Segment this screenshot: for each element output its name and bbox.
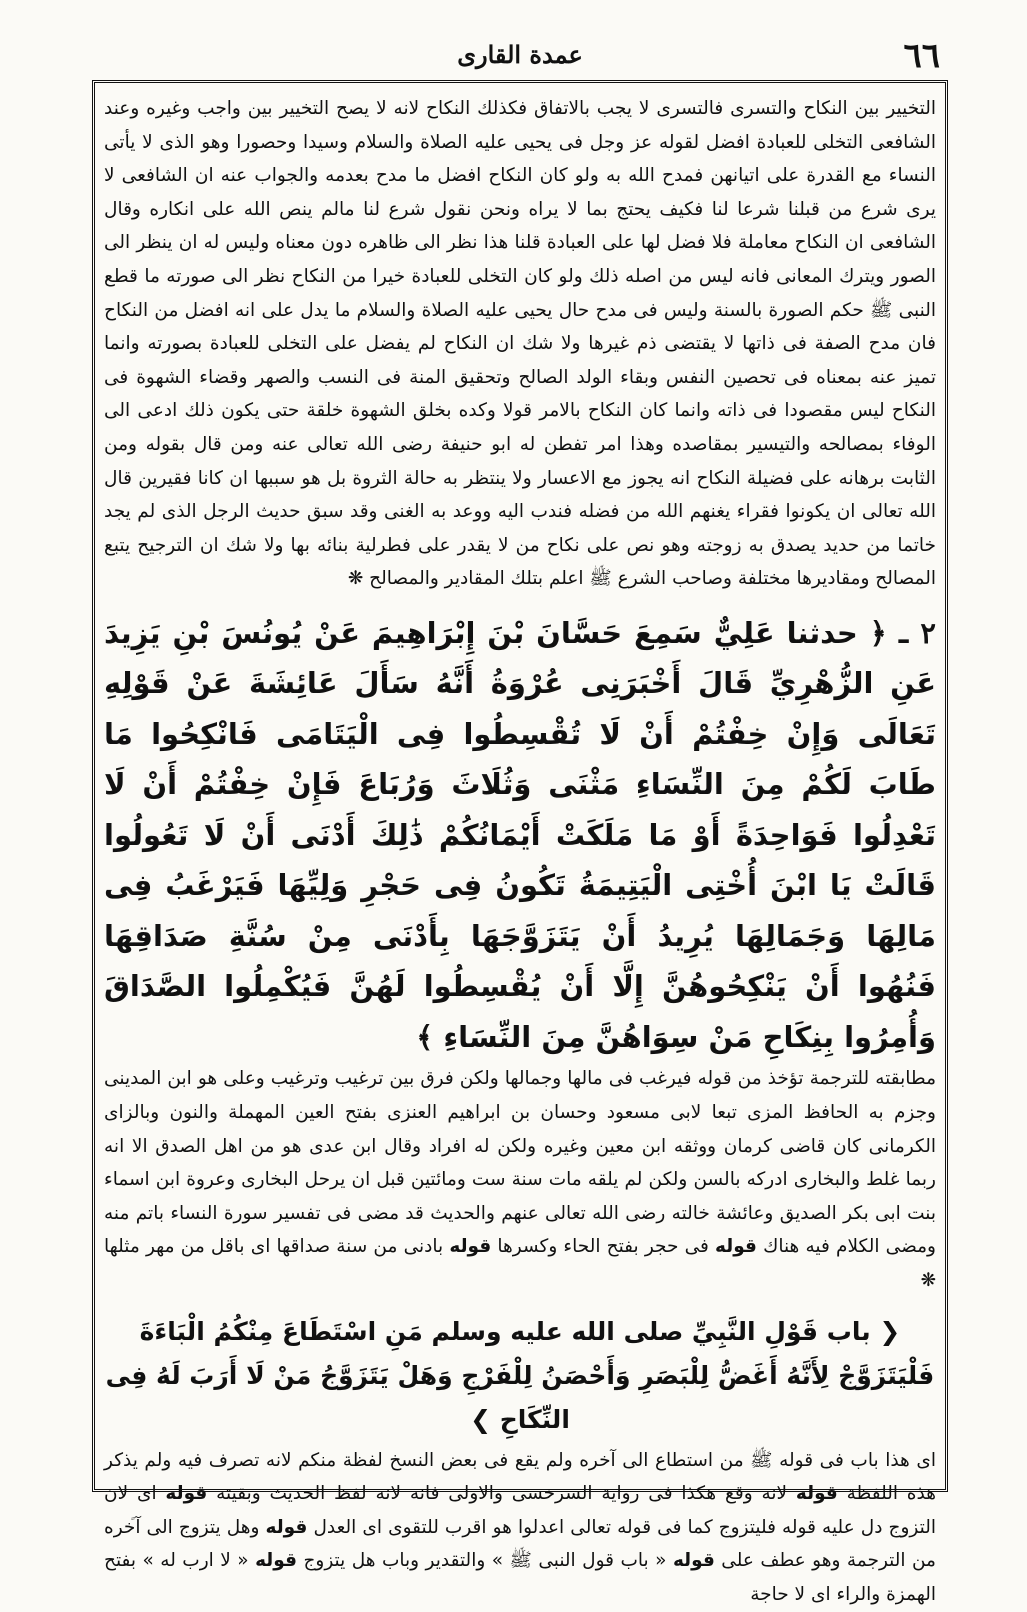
- commentary-paragraph-3: [104, 1444, 936, 1612]
- keyword-qawluhu: قوله: [715, 1236, 757, 1258]
- commentary-text: اى لان التزوج دل عليه قوله فليتزوج كما فى قوله تعالى اعدلوا هو اقرب للتقوى اى العدل: [104, 1483, 936, 1538]
- commentary-text: مطابقته للترجمة تؤخذ من قوله فيرغب فى مالها وجمالها ولكن فرق بين ترغيب وترغيب وعلى هو ابن المدينى وجزم به الحافظ المزى تبعا لابى مسعود وحسان بن ابراهيم العنزى بفتح العين المهملة والنون وبالزاى الكرمانى كان قاضى كرمان ووثقه ابن معين وغيره ولكن له افراد وقال ابن عدى هو من اهل الصدق الا انه ربما غلط والبخارى ادركه بالسن ولكن لم يلقه مات سنة ست ومائتين قبل ان يرحل البخارى وعروة ابن اسماء بنت ابى بكر الصديق وعائشة خالته رضى الله تعالى عنهم والحديث قد مضى فى تفسير سورة النساء باتم منه ومضى الكلام فيه هناك: [104, 1068, 936, 1258]
- chapter-ornament-close: ❯: [470, 1404, 492, 1434]
- commentary-paragraph-1: [104, 92, 936, 596]
- paragraph-end-mark: ❋: [347, 568, 364, 590]
- keyword-qawluhu: قوله: [165, 1483, 208, 1505]
- commentary-text: التخيير بين النكاح والتسرى فالتسرى لا يجب بالاتفاق فكذلك النكاح لانه لا يصح التخيير بين واجب وغيره وعند الشافعى التخلى للعبادة افضل لقوله عز وجل فى يحيى عليه الصلاة والسلام وسيدا وحصورا وهو الذى لا يأتى النساء مع القدرة على اتيانهن فمدح الله به ولو كان النكاح افضل ما مدح بعدمه والجواب عنه ان الشافعى لا يرى شرع من قبلنا شرعا لنا فكيف يحتج بما لا يراه ونحن نقول شرع لنا مالم ينص الله على انكاره وقال الشافعى ان النكاح معاملة فلا فضل لها على العبادة قلنا هذا نظر الى ظاهره دون معناه وليس له ان ينظر الى الصور ويترك المعانى فانه ليس من اصله ذلك ولو كان التخلى للعبادة خيرا من النكاح نظر الى صورته ما قطع النبى ﷺ حكم الصورة بالسنة وليس فى مدح حال يحيى عليه الصلاة والسلام ما يدل على انه افضل من النكاح فان مدح الصفة فى ذاتها لا يقتضى ذم غيرها ولا شك ان النكاح لم يفضل على التخلى للعبادة بصورته وانما تميز عنه بمعناه فى تحصين النفس وبقاء الولد الصالح وتحقيق المنة فى النسب والصهر وقضاء الشهوة فى النكاح ليس مقصودا فى ذاته وانما كان النكاح بالامر قولا وكده بخلق الشهوة خلقة حتى يكون ذلك ادعى الى الوفاء بمصالحه والتيسير بمقاصده وهذا امر تفطن له ابو حنيفة رضى الله تعالى عنه ومن قال بقوله ومن الثابت برهانه على فضيلة النكاح انه يجوز مع الاعسار ولا ينتظر به حالة الثروة بل هو سببها ان كانا فقيرين قال الله تعالى ان يكونوا فقراء يغنهم الله من فضله فندب اليه ووعد به الغنى وقد سبق حديث الرجل الذى لم يجد خاتما من حديد يصدق به زوجته وهو نص على نكاح من لا يقدر على فطرلية بنائه بها ولا شك ان الترجيح يتبع المصالح ومقاديرها مختلفة وصاحب الشرع ﷺ اعلم بتلك المقادير والمصالح: [104, 98, 936, 590]
- hadith-block: [104, 608, 936, 1063]
- ornamental-bracket-open: ﴿: [869, 615, 887, 650]
- ornamental-bracket-close: ﴾: [416, 1019, 434, 1054]
- hadith-intro: حدثنا: [786, 615, 858, 650]
- commentary-text: « لا ارب له » بفتح الهمزة والراء اى لا حاجة: [104, 1550, 936, 1605]
- commentary-text: اى هذا باب فى قوله ﷺ من استطاع الى آخره ولم يقع فى بعض النسخ لفظة منكم لانه تصرف فيه ولم يذكر هذه اللفظة: [104, 1449, 936, 1505]
- page-title: عمدة القارى: [457, 40, 583, 69]
- hadith-dash: ـ: [898, 615, 909, 650]
- keyword-qawluhu: قوله: [672, 1550, 715, 1572]
- commentary-paragraph-2: [104, 1062, 936, 1297]
- keyword-qawluhu: قوله: [795, 1483, 838, 1505]
- paragraph-end-mark: ❋: [920, 1269, 936, 1291]
- hadith-text: عَلِيٌّ سَمِعَ حَسَّانَ بْنَ إِبْرَاهِيمَ عَنْ يُونُسَ بْنِ يَزِيدَ عَنِ الزُّهْرِيِّ قَالَ أَخْبَرَنِى عُرْوَةُ أَنَّهُ سَأَلَ عَائِشَةَ عَنْ قَوْلِهِ تَعَالَى وَإِنْ خِفْتُمْ أَنْ لَا تُقْسِطُوا فِى الْيَتَامَى فَانْكِحُوا مَا طَابَ لَكُمْ مِنَ النِّسَاءِ مَثْنَى وَثُلَاثَ وَرُبَاعَ فَإِنْ خِفْتُمْ أَنْ لَا تَعْدِلُوا فَوَاحِدَةً أَوْ مَا مَلَكَتْ أَيْمَانُكُمْ ذَٰلِكَ أَدْنَى أَنْ لَا تَعُولُوا قَالَتْ يَا ابْنَ أُخْتِى الْيَتِيمَةُ تَكُونُ فِى حَجْرِ وَلِيِّهَا فَيَرْغَبُ فِى مَالِهَا وَجَمَالِهَا يُرِيدُ أَنْ يَتَزَوَّجَهَا بِأَدْنَى مِنْ سُنَّةِ صَدَاقِهَا فَنُهُوا أَنْ يَنْكِحُوهُنَّ إِلَّا أَنْ يُقْسِطُوا لَهُنَّ فَيُكْمِلُوا الصَّدَاقَ وَأُمِرُوا بِنِكَاحِ مَنْ سِوَاهُنَّ مِنَ النِّسَاءِ: [104, 615, 936, 1054]
- commentary-text: بادنى من سنة صداقها اى باقل من مهر مثلها: [104, 1236, 444, 1258]
- chapter-ornament-open: ❮: [879, 1316, 901, 1346]
- commentary-text: فى حجر بفتح الحاء وكسرها: [497, 1236, 709, 1258]
- chapter-title: باب قَوْلِ النَّبِيِّ صلى الله عليه وسلم مَنِ اسْتَطَاعَ مِنْكُمُ الْبَاءَةَ فَلْيَتَزَوَّجْ لِأَنَّهُ أَغَضُّ لِلْبَصَرِ وَأَحْصَنُ لِلْفَرْجِ وَهَلْ يَتَزَوَّجُ مَنْ لَا أَرَبَ لَهُ فِى النِّكَاحِ: [105, 1316, 935, 1434]
- commentary-text: لانه وقع هكذا فى رواية السرخسى والاولى فانه لانه لفظ الحديث وبقيته: [216, 1483, 788, 1505]
- page-header: [100, 36, 940, 76]
- commentary-text: وهل يتزوج الى آخره من الترجمة وهو عطف على: [104, 1516, 936, 1572]
- page-content: [104, 92, 936, 1605]
- commentary-text: « باب قول النبى ﷺ » والتقدير وباب هل يتزوج: [303, 1550, 667, 1572]
- hadith-number: ٢: [920, 615, 936, 650]
- chapter-heading: [104, 1310, 936, 1442]
- page-number: ٦٦: [903, 36, 940, 76]
- keyword-qawluhu: قوله: [265, 1516, 308, 1538]
- keyword-qawluhu: قوله: [449, 1236, 492, 1258]
- keyword-qawluhu: قوله: [255, 1550, 297, 1572]
